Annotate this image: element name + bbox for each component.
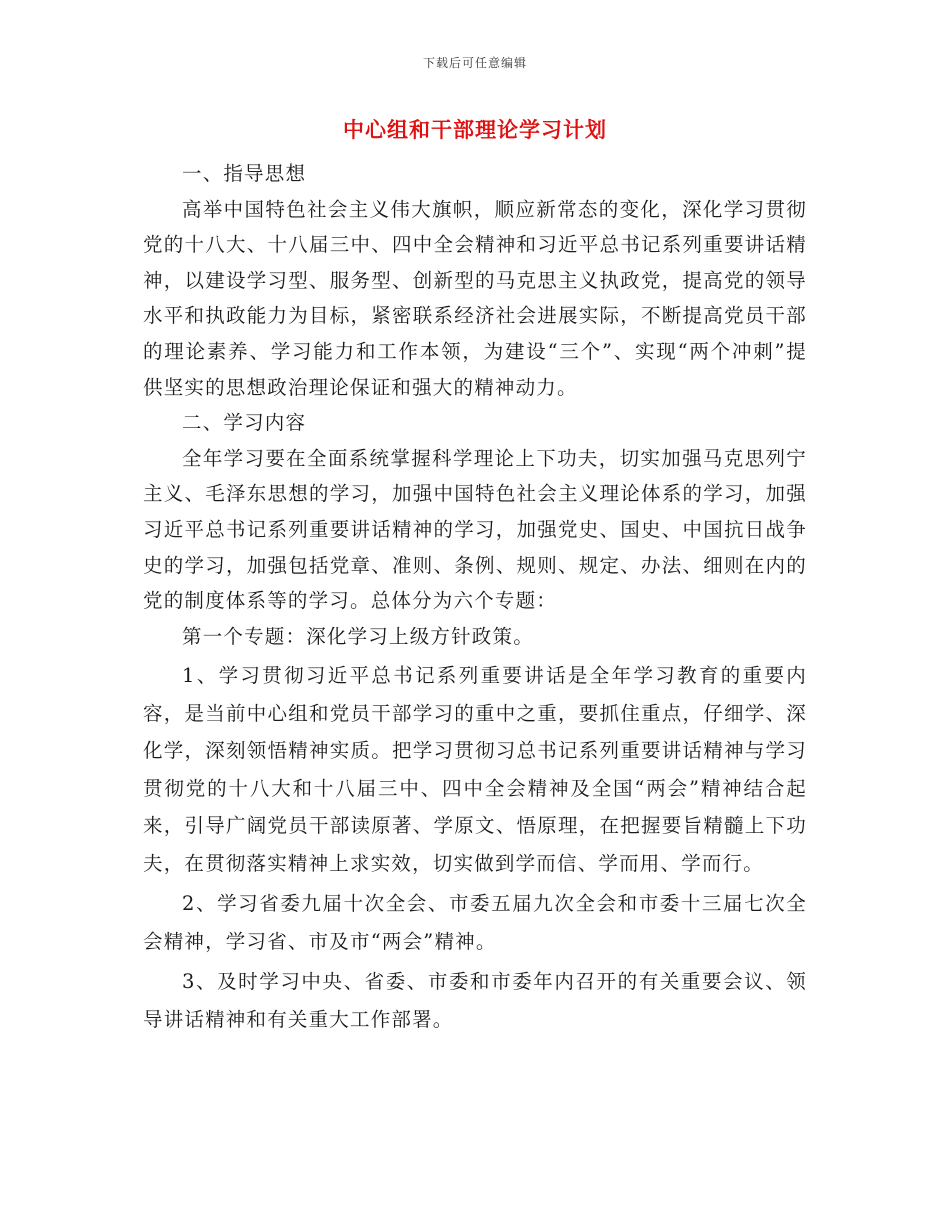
paragraph-guiding-ideology: 高举中国特色社会主义伟大旗帜，顺应新常态的变化，深化学习贯彻党的十八大、十八届三中、四中全会精神和习近平总书记系列重要讲话精神，以建设学习型、服务型、创新型的马克思主义执政党，提高党的领导水平和执政能力为目标，紧密联系经济社会进展实际，不断提高党员干部的理论素养、学习能力和工作本领，为建设“三个”、实现“两个冲刺”提供坚实的思想政治理论保证和强大的精神动力。 [143,197,807,399]
paragraph-study-content: 全年学习要在全面系统掌握科学理论上下功夫，切实加强马克思列宁主义、毛泽东思想的学习，加强中国特色社会主义理论体系的学习，加强习近平总书记系列重要讲话精神的学习，加强党史、国史、中国抗日战争史的学习，加强包括党章、准则、条例、规则、规定、办法、细则在内的党的制度体系等的学习。总体分为六个专题： [143,446,807,613]
list-item-2: 2、学习省委九届十次全会、市委五届九次全会和市委十三届七次全会精神，学习省、市及市“两会”精神。 [143,892,807,953]
list-item-3: 3、及时学习中央、省委、市委和市委年内召开的有关重要会议、领导讲话精神和有关重大工作部署。 [143,970,807,1031]
document-body [143,156,807,1038]
list-item-1: 1、学习贯彻习近平总书记系列重要讲话是全年学习教育的重要内容，是当前中心组和党员干部学习的重中之重，要抓住重点，仔细学、深化学，深刻领悟精神实质。把学习贯彻习总书记系列重要讲话精神与学习贯彻党的十八大和十八届三中、四中全会精神及全国“两会”精神结合起来，引导广阔党员干部读原著、学原文、悟原理，在把握要旨精髓上下功夫，在贯彻落实精神上求实效，切实做到学而信、学而用、学而行。 [143,664,807,875]
section-heading-study-content: 二、学习内容 [182,411,307,435]
topic-heading-first: 第一个专题：深化学习上级方针政策。 [182,624,534,648]
document-title: 中心组和干部理论学习计划 [343,117,607,142]
section-heading-guiding-ideology: 一、指导思想 [182,162,307,185]
header-note: 下载后可任意编辑 [422,56,527,70]
